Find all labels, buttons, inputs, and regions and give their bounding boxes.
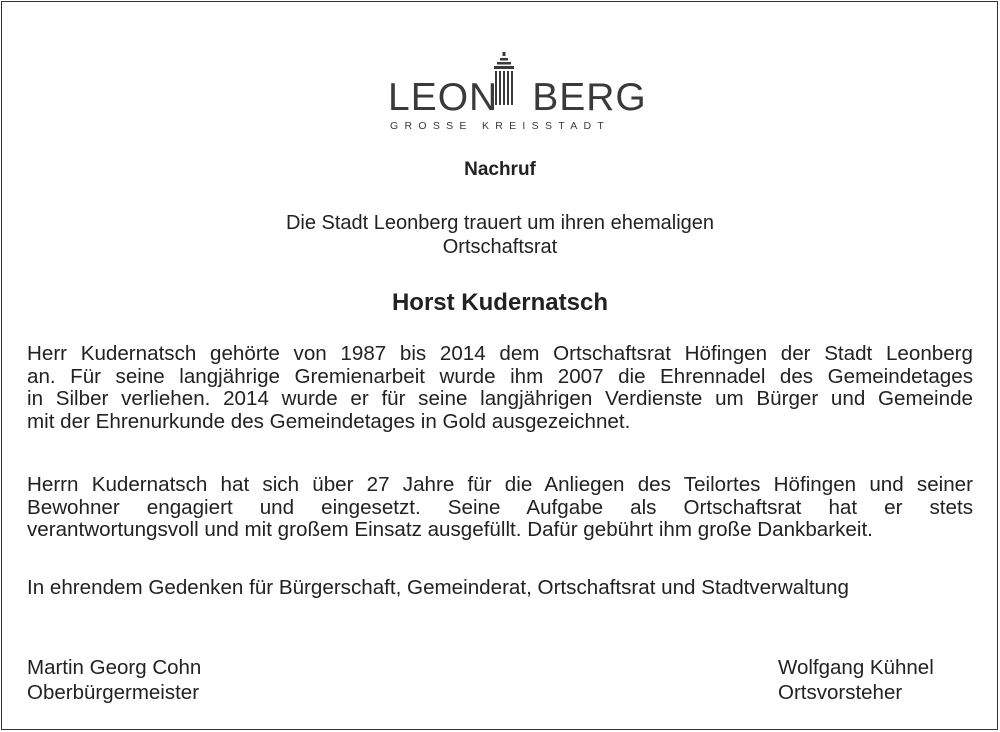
signer-title: Oberbürgermeister <box>27 681 200 704</box>
signature-left <box>27 655 201 705</box>
logo-wordmark: LEON BERG <box>388 76 647 119</box>
signature-right <box>778 655 934 705</box>
text-line: verantwortungsvoll und mit großem Einsatz ausgefüllt. Dafür gebührt ihm große Dankbarkeit. <box>27 518 873 542</box>
paragraph-2 <box>27 474 973 542</box>
signer-title: Ortsvorsteher <box>778 681 903 704</box>
text-line: Herr Kudernatsch gehörte von 1987 bis 2014 dem Ortschaftsrat Höfingen der Stadt Leonberg <box>27 342 973 365</box>
signer-name: Martin Georg Cohn <box>27 656 202 679</box>
paragraph-1 <box>27 343 973 434</box>
text-line: Herrn Kudernatsch hat sich über 27 Jahre für die Anliegen des Teilortes Höfingen und seiner <box>27 473 973 496</box>
text-line: Bewohner engagiert und eingesetzt. Seine Aufgabe als Ortschaftsrat hat er stets <box>27 495 973 519</box>
heading: Nachruf <box>464 159 536 180</box>
intro-line: Ortschaftsrat <box>442 236 558 258</box>
deceased-name: Horst Kudernatsch <box>391 289 609 316</box>
signer-name: Wolfgang Kühnel <box>778 656 934 679</box>
text-line: an. Für seine langjährige Gremienarbeit wurde ihm 2007 die Ehrennadel des Gemeindetages <box>27 364 973 388</box>
text-line: mit der Ehrenurkunde des Gemeindetages in Gold ausgezeichnet. <box>27 410 631 434</box>
logo-subtitle: GROSSE KREISSTADT <box>390 120 611 132</box>
intro-line: Die Stadt Leonberg trauert um ihren ehemaligen <box>285 212 715 234</box>
paragraph-3 <box>27 577 973 600</box>
text-line: In ehrendem Gedenken für Bürgerschaft, Gemeinderat, Ortschaftsrat und Stadtverwaltung <box>27 576 849 599</box>
text-line: in Silber verliehen. 2014 wurde er für seine langjährigen Verdienste um Bürger und Gemeinde <box>27 387 973 411</box>
intro-text <box>0 211 1000 259</box>
